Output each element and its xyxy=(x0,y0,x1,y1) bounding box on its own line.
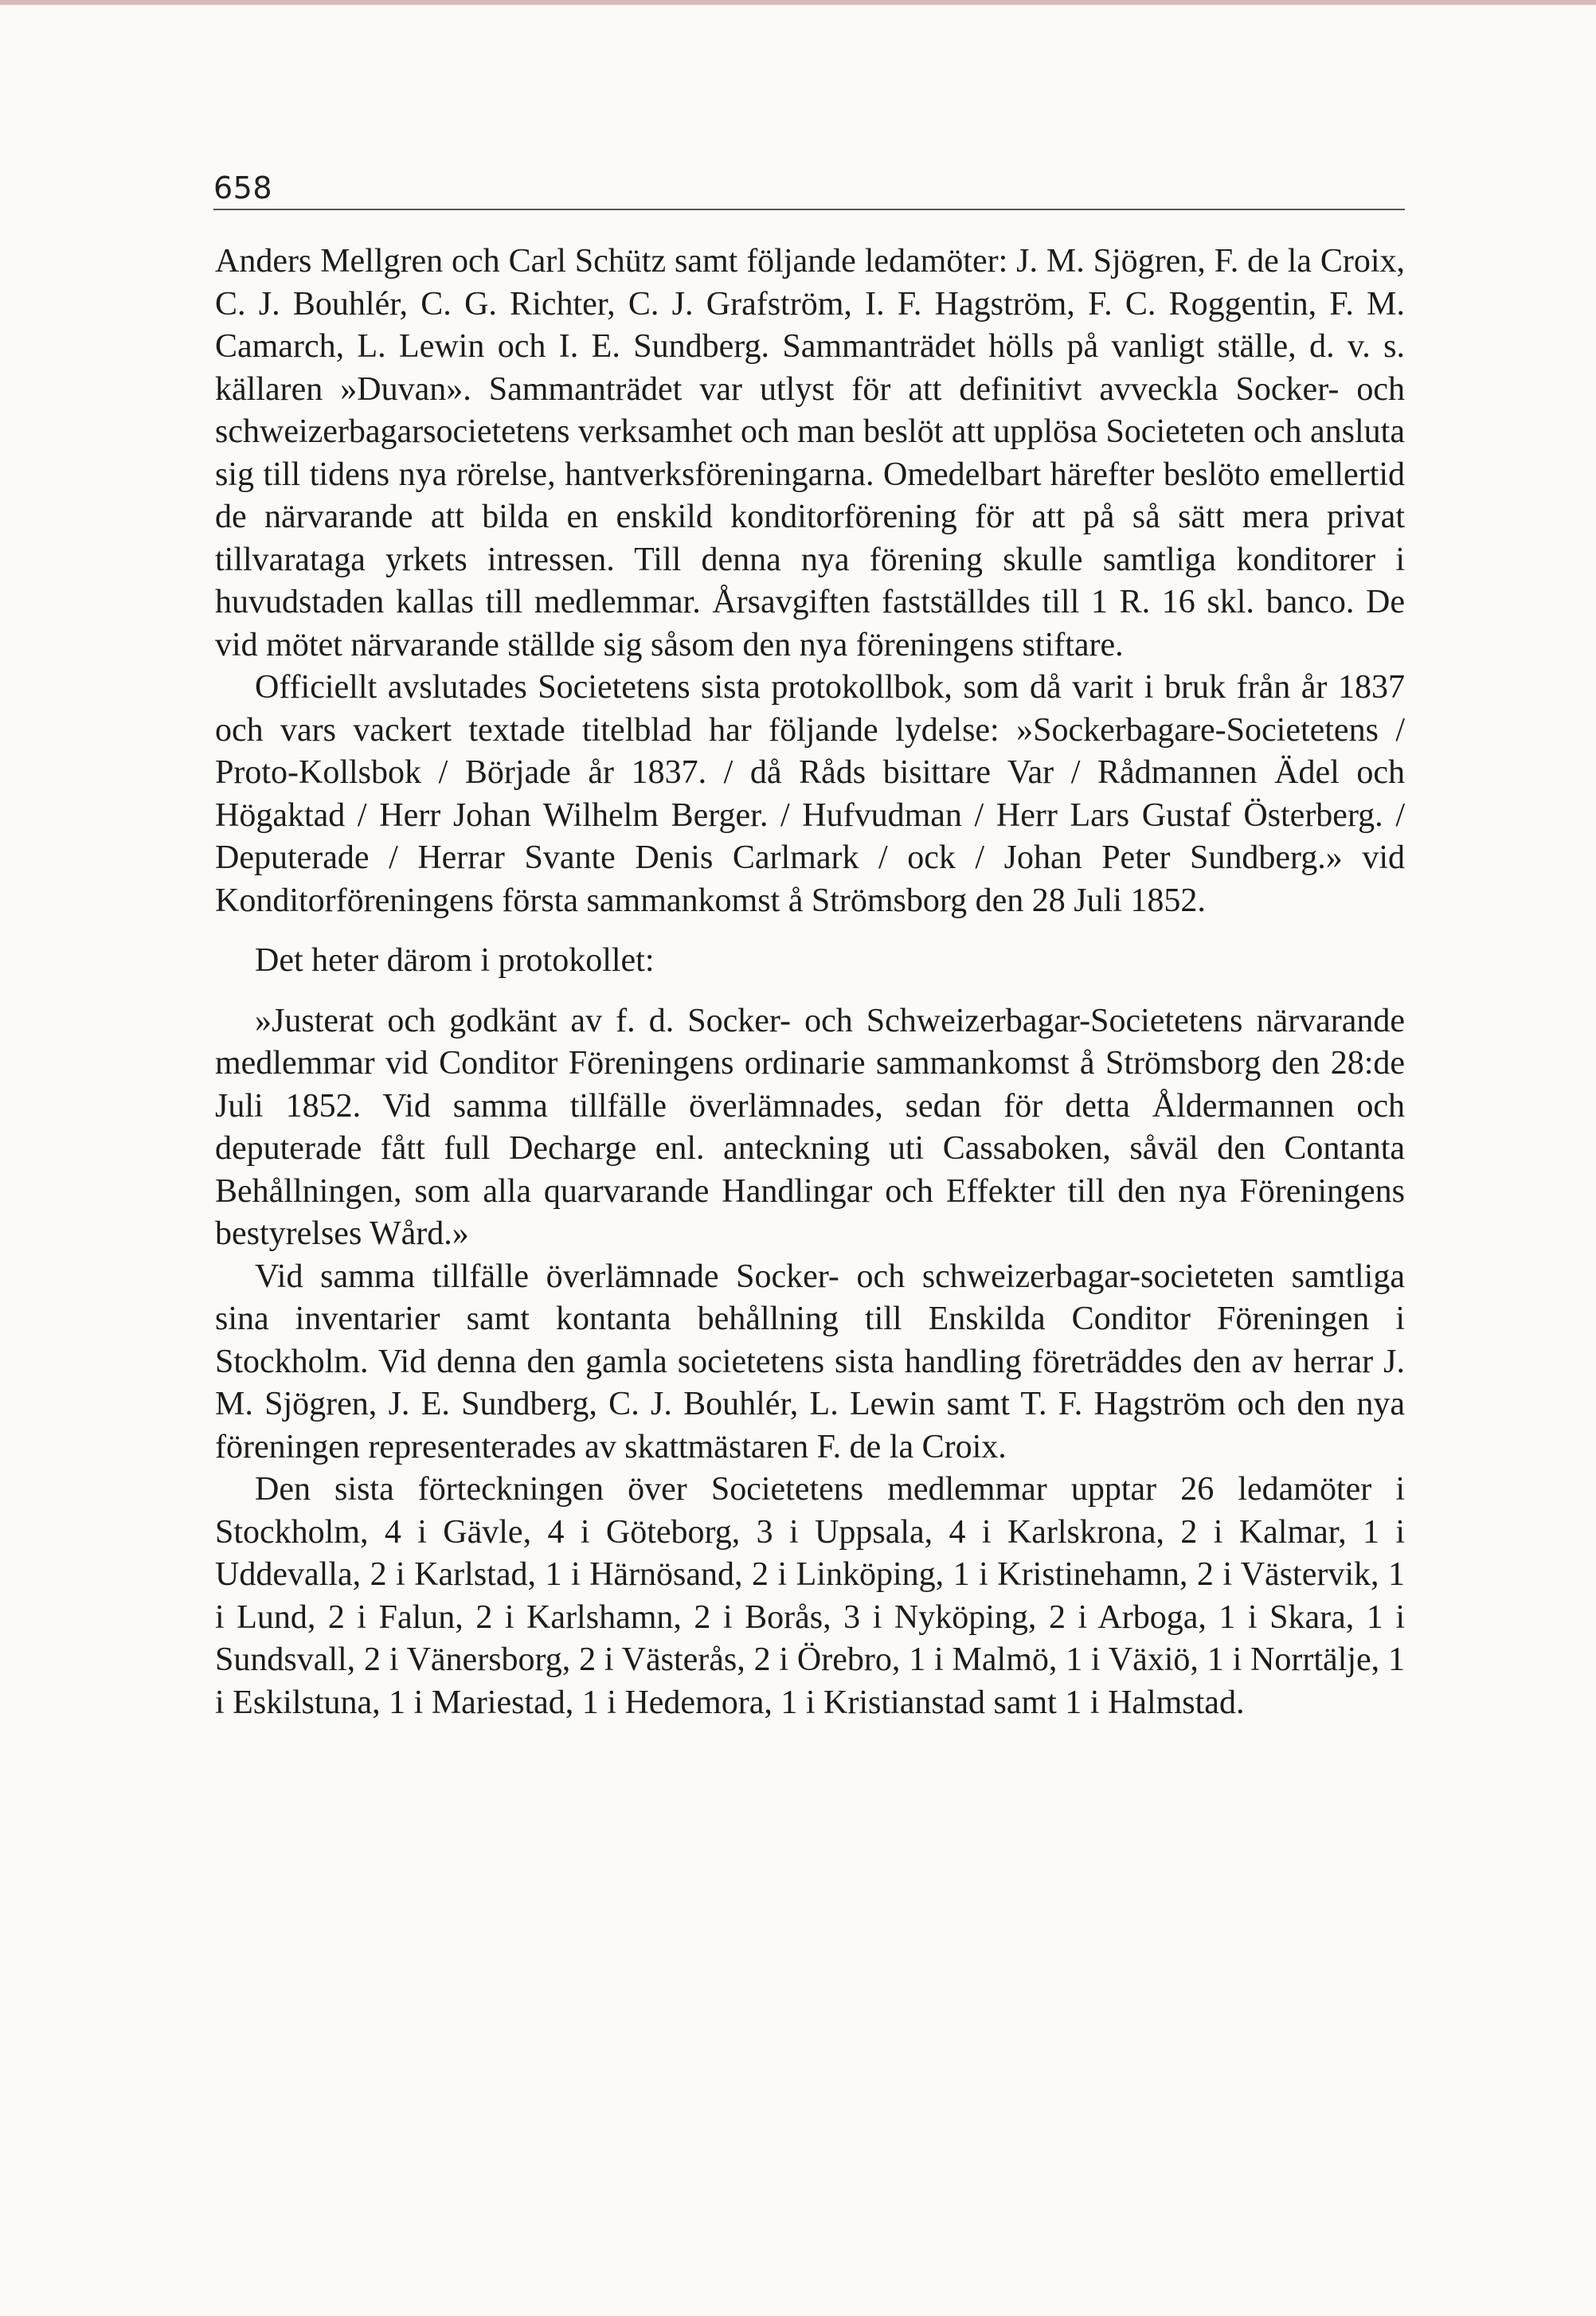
page-header xyxy=(213,164,1405,210)
paragraph-handover: Vid samma tillfälle överlämnade Socker- och schweizerbagar-societeten samtliga sina inventarier samt kontanta behållning till Enskilda Conditor Föreningen i Stockholm. Vid denna den gamla societetens sista handling företräddes den av herrar J. M. Sjögren, J. E. Sundberg, C. J. Bouhlér, L. Lewin samt T. F. Hagström och den nya föreningen representerades av skattmästaren F. de la Croix. xyxy=(215,1258,1405,1465)
paragraph-meeting: Anders Mellgren och Carl Schütz samt följande ledamöter: J. M. Sjögren, F. de la Croix, C. J. Bouhlér, C. G. Richter, C. J. Grafström, I. F. Hagström, F. C. Roggentin, F. M. Camarch, L. Lewin och I. E. Sundberg. Sammanträdet hölls på vanligt ställe, d. v. s. källaren »Duvan». Sammanträdet var utlyst för att definitivt avveckla Socker- och schweizerbagarsocietetens verksamhet och man beslöt att upplösa Societeten och ansluta sig till tidens nya rörelse, hantverksföreningarna. Omedelbart härefter beslöto emellertid de närvarande att bilda en enskild konditorförening för att på så sätt mera privat tillvaratagа yrkets intressen. Till denna nya förening skulle samtliga konditorer i huvudstaden kallas till medlemmar. Årsavgiften fastställdes till 1 R. 16 skl. banco. De vid mötet närvarande ställde sig såsom den nya föreningens stiftare. xyxy=(215,243,1405,663)
paragraph-member-list: Den sista förteckningen över Societetens medlemmar upptar 26 ledamöter i Stockholm, 4 i Gävle, 4 i Göteborg, 3 i Uppsala, 4 i Karlskrona, 2 i Kalmar, 1 i Uddevalla, 2 i Karlstad, 1 i Härnösand, 2 i Linköping, 1 i Kristinehamn, 2 i Västervik, 1 i Lund, 2 i Falun, 2 i Karlshamn, 2 i Borås, 3 i Nyköping, 2 i Arboga, 1 i Skara, 1 i Sundsvall, 2 i Vänersborg, 2 i Västerås, 2 i Örebro, 1 i Malmö, 1 i Växiö, 1 i Norrtälje, 1 i Eskilstuna, 1 i Mariestad, 1 i Hedemora, 1 i Kristianstad samt 1 i Halmstad. xyxy=(215,1471,1405,1721)
body-text xyxy=(215,241,1405,1724)
paragraph-protocol-quote: »Justerat och godkänt av f. d. Socker- och Schweizerbagar-Societetens närvarande medlemmar vid Conditor Föreningens ordinarie sammankomst å Strömsborg den 28:de Juli 1852. Vid samma tillfälle överlämnades, sedan för detta Åldermannen och deputerade fått full Decharge enl. anteckning uti Cassaboken, såväl den Contanta Behållningen, som alla quarvarande Handlingar och Effekter till den nya Föreningens bestyrelses Wård.» xyxy=(215,1002,1405,1252)
paragraph-protocol-intro: Det heter därom i protokollet: xyxy=(255,942,655,979)
page-number: 658 xyxy=(213,170,273,205)
paragraph-protocol-book: Officiellt avslutades Societetens sista protokollbok, som då varit i bruk från år 1837 och vars vackert textade titelblad har följande lydelse: »Sockerbagare-Societetens / Proto-Kollsbok / Började år 1837. / då Råds bisittare Var / Rådmannen Ädel och Högaktad / Herr Johan Wilhelm Berger. / Hufvudman / Herr Lars Gustaf Österberg. / Deputerade / Herrar Svante Denis Carlmark / ock / Johan Peter Sundberg.» vid Konditorföreningens första sammankomst å Strömsborg den 28 Juli 1852. xyxy=(215,669,1405,919)
